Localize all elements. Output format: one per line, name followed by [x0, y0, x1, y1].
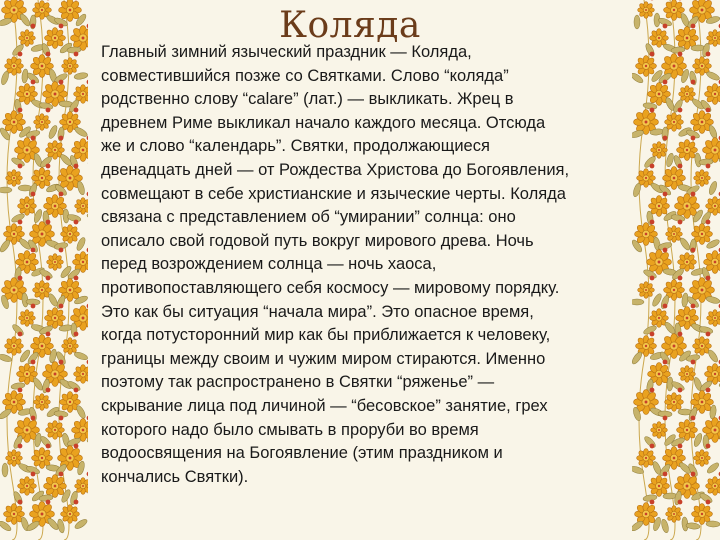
text-line: описало свой годовой путь вокруг мирового древа. Ночь — [101, 231, 534, 250]
right-floral-border — [632, 0, 720, 540]
slide-title: Коляда — [279, 5, 421, 46]
text-line: связана с представлением об “умирании” солнца: оно — [101, 208, 516, 227]
text-line: Это как бы ситуация “начала мира”. Это опасное время, — [101, 302, 534, 321]
text-line: когда потусторонний мир как бы приближается к человеку, — [101, 326, 551, 345]
text-line: древнем Риме выкликал начало каждого месяца. Отсюда — [101, 113, 546, 132]
text-line: противопоставляющего себя космосу — мировому порядку. — [101, 278, 560, 297]
text-line: двенадцать дней — от Рождества Христова до Богоявления, — [101, 160, 570, 179]
floral-ornament-icon — [632, 0, 720, 540]
text-line: совмещают в себе христианские и языческие черты. Коляда — [101, 184, 566, 203]
text-line: поэтому так распространено в Святки “ряженье” — — [101, 373, 495, 392]
text-line: водоосвящения на Богоявление (этим праздником и — [101, 444, 503, 463]
text-line: границы между своим и чужим миром стираются. Именно — [101, 349, 546, 368]
text-line: же и слово “календарь”. Святки, продолжающиеся — [101, 137, 490, 156]
floral-ornament-icon — [0, 0, 88, 540]
text-line: Главный зимний языческий праздник — Коляда, — [101, 43, 472, 61]
text-line: скрывание лица под личиной — “бесовское” занятие, грех — [101, 396, 548, 415]
text-line: совместившийся позже со Святками. Слово “коляда” — [101, 66, 509, 85]
text-line: которого надо было смывать в проруби во время — [101, 420, 479, 439]
text-line: кончались Святки). — [101, 467, 249, 486]
left-floral-border — [0, 0, 88, 540]
text-line: родственно слову “calare” (лат.) — выкликать. Жрец в — [101, 90, 514, 109]
slide-body-text — [101, 41, 631, 489]
text-line: перед возрождением солнца — ночь хаоса, — [101, 255, 437, 274]
